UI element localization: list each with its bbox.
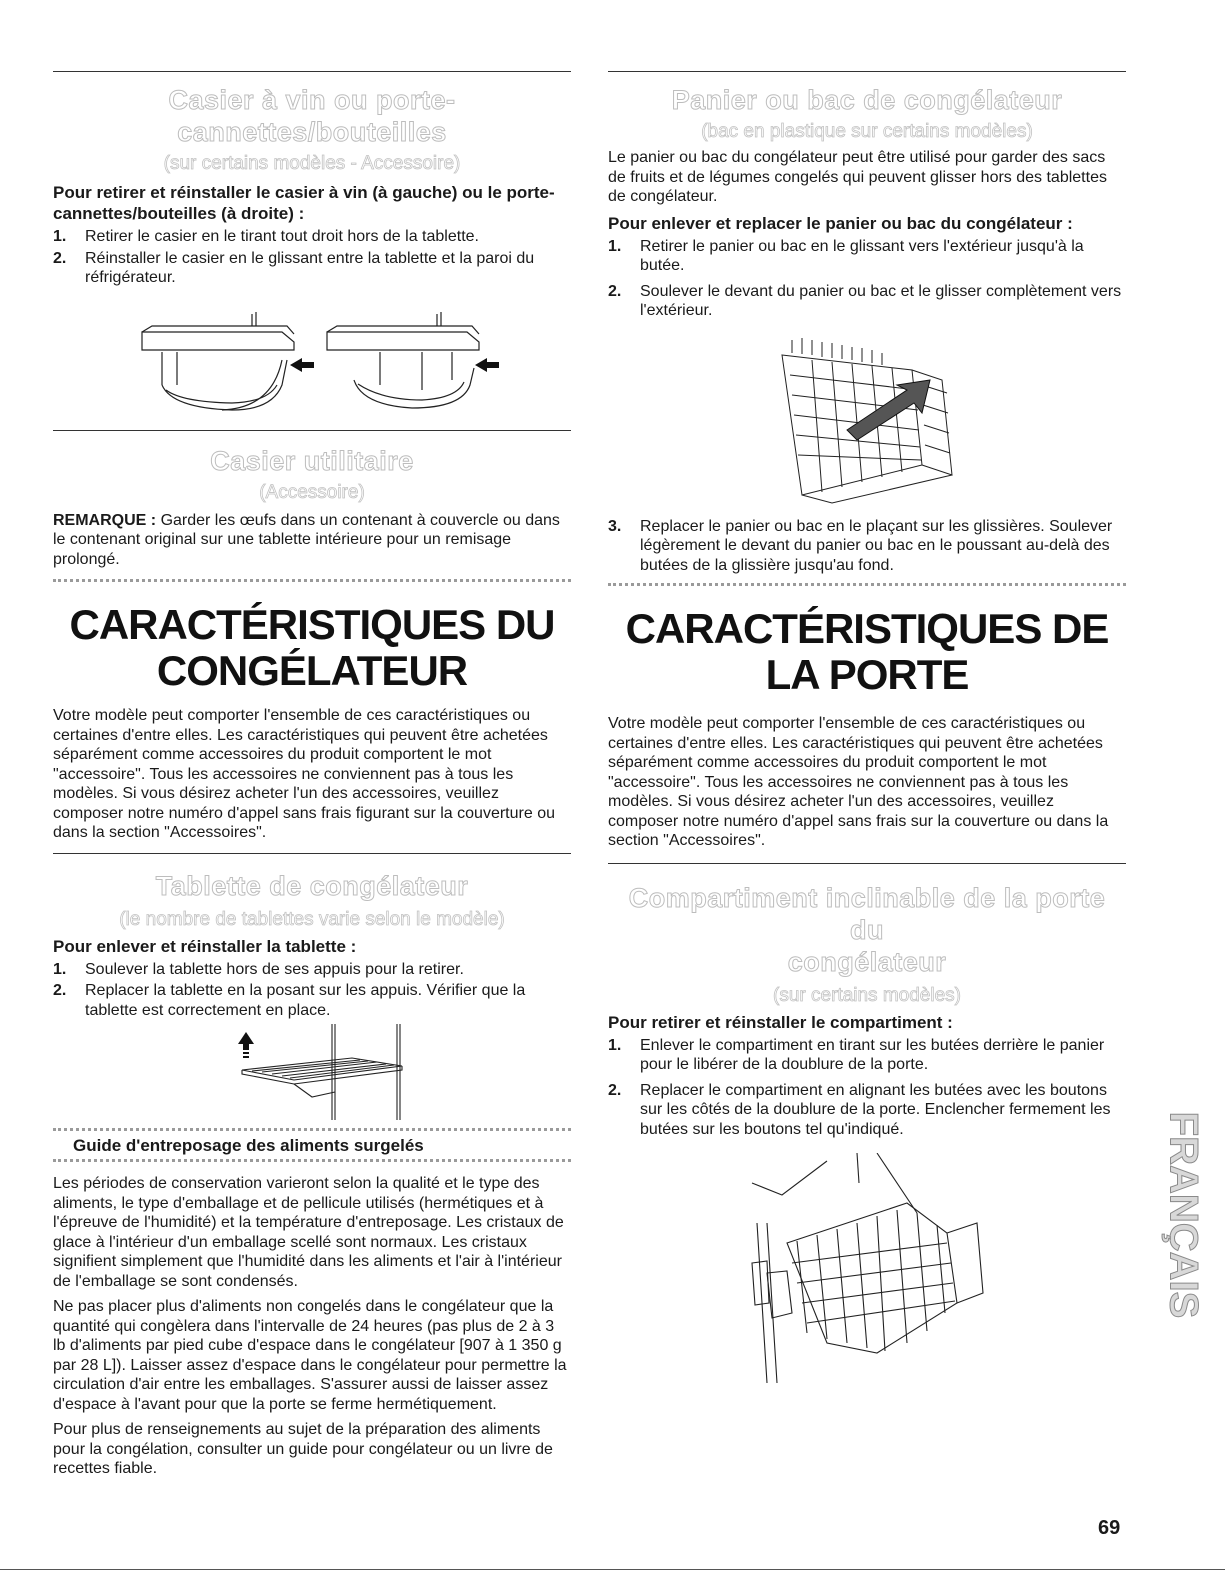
tilt-bin-title: Compartiment inclinable de la porte du congélateur xyxy=(628,882,1106,977)
guide-paragraph: Ne pas placer plus d'aliments non congelés dans le congélateur que la quantité qui congèlera dans l'intervalle de 24 heures (pas plus de 2 à 3 lb d'aliments par pied cube d'espace dans le congélateur [907 à 1 350 g par 28 L]). Laisser assez d'espace dans le congélateur pour permettre la circulation d'air entre les emballages. S'assurer aussi de laisser assez d'espace à l'avant pour que la porte se ferme hermétiquement. xyxy=(53,1298,567,1413)
list-item: 2. Réinstaller le casier en le glissant entre la tablette et la paroi du réfrigérateur. xyxy=(53,249,535,286)
freezer-features-title: CARACTÉRISTIQUES DU CONGÉLATEUR xyxy=(69,601,555,694)
utility-bin-title: Casier utilitaire xyxy=(210,445,414,476)
freezer-shelf-steps xyxy=(53,960,571,1021)
freezer-basket-subtitle: (bac en plastique sur certains modèles) xyxy=(701,121,1033,142)
tilt-bin-subtitle: (sur certains modèles) xyxy=(773,984,961,1006)
wine-rack-subtitle: (sur certains modèles - Accessoire) xyxy=(163,153,461,174)
left-column xyxy=(53,0,571,1479)
wine-rack-title: Casier à vin ou porte-cannettes/bouteilles xyxy=(168,85,456,147)
freezer-shelf-illustration xyxy=(202,1022,422,1122)
tilt-bin-illustration xyxy=(747,1153,987,1383)
language-side-tab xyxy=(1150,1085,1212,1345)
page-bottom-rule xyxy=(0,1569,1225,1570)
wine-rack-steps xyxy=(53,227,571,288)
frozen-food-guide-heading: Guide d'entreposage des aliments surgelés xyxy=(73,1136,424,1155)
list-item: 1. Soulever la tablette hors de ses appuis pour la retirer. xyxy=(53,960,464,978)
list-item: 1. Retirer le panier ou bac en le glissant vers l'extérieur jusqu'à la butée. xyxy=(608,237,1084,274)
tilt-bin-intro: Pour retirer et réinstaller le compartiment : xyxy=(608,1012,953,1032)
freezer-features-body: Votre modèle peut comporter l'ensemble de ces caractéristiques ou certaines d'entre elles. Les caractéristiques qui peuvent être achetées séparément comme accessoires du produit comportent le mot "accessoire". Tous les accessoires ne conviennent pas à tous les modèles. Si vous désirez acheter l'un des accessoires, veuillez composer notre numéro d'appel sans frais figurant sur la couverture ou dans la section "Accessoires". xyxy=(53,707,555,841)
freezer-shelf-title: Tablette de congélateur xyxy=(155,870,469,901)
right-column xyxy=(608,0,1126,1383)
utility-note: REMARQUE : Garder les œufs dans un contenant à couvercle ou dans le contenant original sur une tablette intérieure pour un remisage prolongé. xyxy=(53,511,560,568)
wine-rack-illustration xyxy=(122,290,502,422)
page-number: 69 xyxy=(1098,1517,1121,1539)
freezer-basket-step-3 xyxy=(608,517,1126,576)
freezer-basket-steps xyxy=(608,237,1126,321)
guide-paragraph: Les périodes de conservation varieront selon la qualité et le type des aliments, le type d'emballage et de pellicule utilisés (hermétiques et à l'épreuve de l'humidité) et la température d'entreposage. Les cristaux de glace à l'intérieur d'un emballage scellé sont normaux. Les cristaux signifient simplement que l'humidité dans les aliments et l'air à l'intérieur de l'emballage se sont condensés. xyxy=(53,1175,564,1290)
freezer-shelf-subtitle: (le nombre de tablettes varie selon le modèle) xyxy=(119,908,505,930)
freezer-basket-body: Le panier ou bac du congélateur peut être utilisé pour garder des sacs de fruits et de légumes congelés qui peuvent glisser hors des tablettes de congélateur. xyxy=(608,149,1107,205)
freezer-basket-title: Panier ou bac de congélateur xyxy=(671,85,1063,115)
freezer-basket-illustration xyxy=(772,335,962,505)
list-item: 1. Retirer le casier en le tirant tout droit hors de la tablette. xyxy=(53,228,479,245)
guide-paragraph: Pour plus de renseignements au sujet de la préparation des aliments pour la congélation, consulter un guide pour congélateur ou un livre de recettes fiable. xyxy=(53,1421,553,1477)
tilt-bin-steps xyxy=(608,1036,1126,1140)
wine-rack-intro: Pour retirer et réinstaller le casier à vin (à gauche) ou le porte-cannettes/bouteilles (à droite) : xyxy=(53,183,555,223)
door-features-body: Votre modèle peut comporter l'ensemble de ces caractéristiques ou certaines d'entre elles. Les caractéristiques qui peuvent être achetées séparément comme accessoires du produit comportent le mot "accessoire". Tous les accessoires ne conviennent pas à tous les modèles. Si vous désirez acheter l'un des accessoires, veuillez composer notre numéro d'appel sans frais sur la couverture ou dans la section "Accessoires". xyxy=(608,715,1109,849)
list-item: 2. Soulever le devant du panier ou bac et le glisser complètement vers l'extérieur. xyxy=(608,282,1122,319)
list-item: 2. Replacer la tablette en la posant sur les appuis. Vérifier que la tablette est correctement en place. xyxy=(53,982,526,1019)
list-item: 2. Replacer le compartiment en alignant les butées avec les boutons sur les côtés de la doublure de la porte. Enclencher fermement les butées sur les boutons tel qu'indiqué. xyxy=(608,1081,1111,1138)
door-features-title: CARACTÉRISTIQUES DE LA PORTE xyxy=(625,605,1109,698)
language-side-tab-text: FRANÇAIS xyxy=(1161,1111,1206,1319)
utility-bin-subtitle: (Accessoire) xyxy=(259,481,365,503)
freezer-shelf-intro: Pour enlever et réinstaller la tablette : xyxy=(53,936,357,956)
list-item: 3. Replacer le panier ou bac en le plaçant sur les glissières. Soulever légèrement le devant du panier ou bac en le poussant au-delà des butées de la glissière jusqu'au fond. xyxy=(608,517,1113,574)
list-item: 1. Enlever le compartiment en tirant sur les butées derrière le panier pour le libérer de la doublure de la porte. xyxy=(608,1036,1105,1073)
freezer-basket-intro: Pour enlever et replacer le panier ou bac du congélateur : xyxy=(608,213,1073,233)
